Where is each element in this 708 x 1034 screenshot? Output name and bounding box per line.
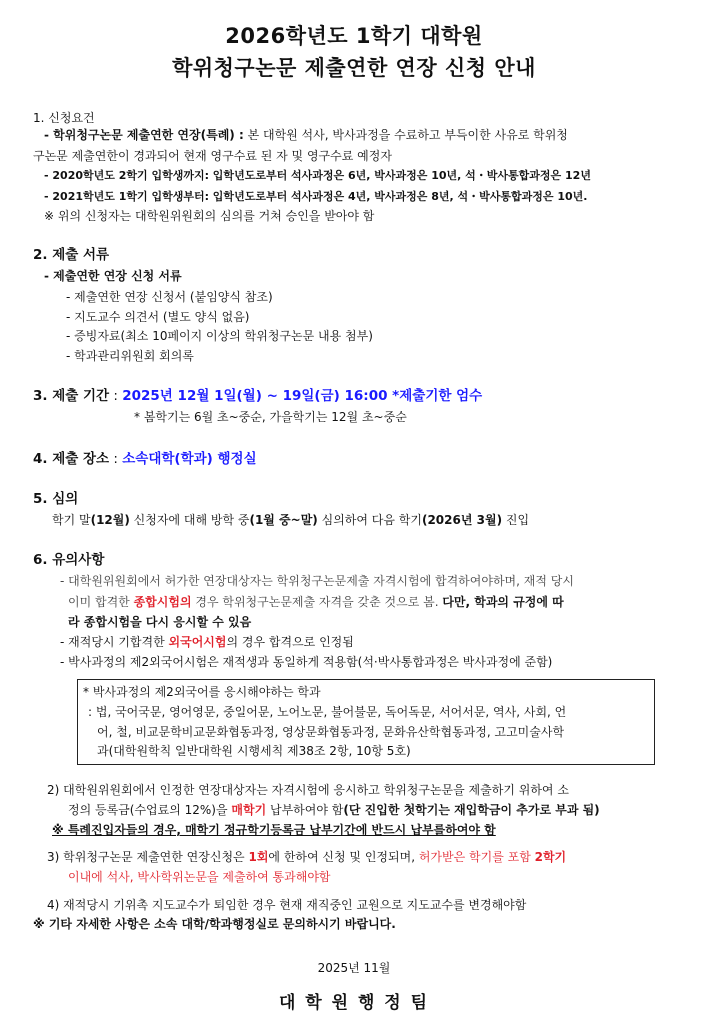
final-note: ※ 기타 자세한 사항은 소속 대학/학과행정실로 문의하시기 바랍니다. [33, 917, 396, 931]
title-line-2: 학위청구논문 제출연한 연장 신청 안내 [172, 56, 536, 80]
sec3-sep: : [109, 388, 123, 404]
sec3-period: 2025년 12월 1일(월) ~ 19일(금) 16:00 *제출기한 엄수 [122, 388, 483, 404]
title-line-1: 2026학년도 1학기 대학원 [225, 24, 483, 48]
sec2-heading: 2. 제출 서류 [33, 247, 110, 263]
sec6-p1-bold: 다만, 학과의 규정에 따 [442, 595, 564, 609]
sec6-n3-red2: 허가받은 학기를 포함 [418, 850, 535, 864]
sec6-n3-line1 [47, 849, 566, 865]
box-line-1: * 박사과정의 제2외국어를 응시해야하는 학과 [83, 685, 321, 699]
sec1-note: ※ 위의 신청자는 대학원위원회의 심의를 거쳐 승인을 받아야 함 [44, 209, 375, 223]
sec6-n3-a2: 에 한하여 신청 및 인정되며, [268, 850, 419, 864]
sec5-t3: 신청자에 대해 방학 중 [129, 513, 250, 527]
sec6-n2-b1: 정의 등록금(수업료의 12%)을 [68, 803, 232, 817]
sec5-t7: 진입 [502, 513, 530, 527]
sec6-n2-line2 [68, 802, 600, 818]
sec1-heading: 1. 신청요건 [33, 111, 95, 125]
sec6-n3-a1: 3) 학위청구논문 제출연한 연장신청은 [47, 850, 249, 864]
sec6-p3: - 박사과정의 제2외국어시험은 재적생과 동일하게 적용함(석·박사통합과정은 박사과정에 준함) [60, 655, 553, 669]
sec5-t6: (2026년 3월) [421, 513, 503, 527]
sec5-t4: (1월 중~말) [249, 513, 318, 527]
sec6-n3-red-bold: 2학기 [534, 850, 567, 864]
box-line-4: 과(대학원학칙 일반대학원 시행세칙 제38조 2항, 10항 5호) [97, 744, 411, 758]
sec6-p2-a: - 재적당시 기합격한 [60, 635, 169, 649]
box-line-2: : 법, 국어국문, 영어영문, 중일어문, 노어노문, 불어불문, 독어독문, 서어서문, 역사, 사회, 언 [88, 705, 567, 719]
sec2-doc-item: - 제출연한 연장 신청서 (붙임양식 참조) [66, 290, 273, 304]
sec6-n3-line2: 이내에 석사, 박사학위논문을 제출하여 통과해야함 [68, 870, 331, 884]
sec2-sub: - 제출연한 연장 신청 서류 [44, 269, 182, 283]
sec3-note: * 봄학기는 6월 초~중순, 가을학기는 12월 초~중순 [134, 410, 407, 424]
sec1-item-a-text: 본 대학원 석사, 박사과정을 수료하고 부득이한 사유로 학위청 [243, 128, 568, 142]
sec2-doc-item: - 지도교수 의견서 (별도 양식 없음) [66, 310, 250, 324]
sec6-p1-red: 종합시험의 [133, 595, 192, 609]
sec4-heading: 4. 제출 장소 [33, 451, 110, 467]
sec4-sep: : [109, 451, 123, 467]
sec2-doc-item: - 증빙자료(최소 10페이지 이상의 학위청구논문 내용 첨부) [66, 329, 373, 343]
sec6-p1-b1: 이미 합격한 [68, 595, 134, 609]
sec1-item-a-bold: - 학위청구논문 제출연한 연장(특례) : [44, 128, 244, 142]
sec3-line [33, 387, 482, 405]
sec6-n2-note: ※ 특례진입자들의 경우, 매학기 정규학기등록금 납부기간에 반드시 납부를하여야 함 [52, 823, 496, 837]
sec6-p2-red: 외국어시험 [168, 635, 227, 649]
box-line-3: 어, 철, 비교문학비교문화협동과정, 영상문화협동과정, 문화유산학협동과정, 고고미술사학 [97, 725, 565, 739]
sec6-n2-red: 매학기 [231, 803, 267, 817]
sec1-item-c: - 2021학년도 1학기 입학생부터: 입학년도로부터 석사과정은 4년, 박사과정은 8년, 석・박사통합과정은 10년. [44, 190, 588, 203]
sec6-n3-red: 1회 [248, 850, 269, 864]
sec6-p1-line1: - 대학원위원회에서 허가한 연장대상자는 학위청구논문제출 자격시험에 합격하여야하며, 재적 당시 [60, 574, 574, 588]
sec6-p1-b2: 경우 학위청구논문제출 자격을 갖춘 것으로 봄. [191, 595, 443, 609]
sec6-n4: 4) 재적당시 기위촉 지도교수가 퇴임한 경우 현재 재직중인 교원으로 지도교수를 변경해야함 [47, 898, 527, 912]
sec6-p1-line2 [68, 594, 564, 610]
sec6-p1-line3: 라 종합시험을 다시 응시할 수 있음 [68, 615, 252, 629]
sec3-heading: 3. 제출 기간 [33, 388, 110, 404]
sec6-heading: 6. 유의사항 [33, 552, 105, 568]
sec6-p2-b: 의 경우 합격으로 인정됨 [226, 635, 354, 649]
sec2-doc-item: - 학과관리위원회 회의록 [66, 349, 194, 363]
sec6-n2-line1: 2) 대학원위원회에서 인정한 연장대상자는 자격시험에 응시하고 학위청구논문을 제출하기 위하여 소 [47, 783, 569, 797]
sec1-item-b: - 2020학년도 2학기 입학생까지: 입학년도로부터 석사과정은 6년, 박사과정은 10년, 석・박사통합과정은 12년 [44, 169, 591, 182]
sec1-item-a [44, 127, 568, 143]
sec6-n2-bold: (단 진입한 첫학기는 재입학금이 추가로 부과 됨) [343, 803, 600, 817]
sec5-t1: 학기 말 [52, 513, 91, 527]
sec4-line [33, 450, 257, 468]
sec5-text [52, 512, 529, 528]
footer-org: 대 학 원 행 정 팀 [278, 993, 430, 1013]
sec6-n2-b2: 납부하여야 함 [266, 803, 344, 817]
sec5-heading: 5. 심의 [33, 491, 79, 507]
sec6-p2 [60, 634, 354, 650]
sec1-item-a-cont: 구논문 제출연한이 경과되어 현재 영구수료 된 자 및 영구수료 예정자 [33, 149, 392, 163]
sec5-t2: (12월) [90, 513, 130, 527]
footer-date: 2025년 11월 [317, 961, 391, 975]
sec5-t5: 심의하여 다음 학기 [317, 513, 422, 527]
sec4-place: 소속대학(학과) 행정실 [122, 451, 257, 467]
